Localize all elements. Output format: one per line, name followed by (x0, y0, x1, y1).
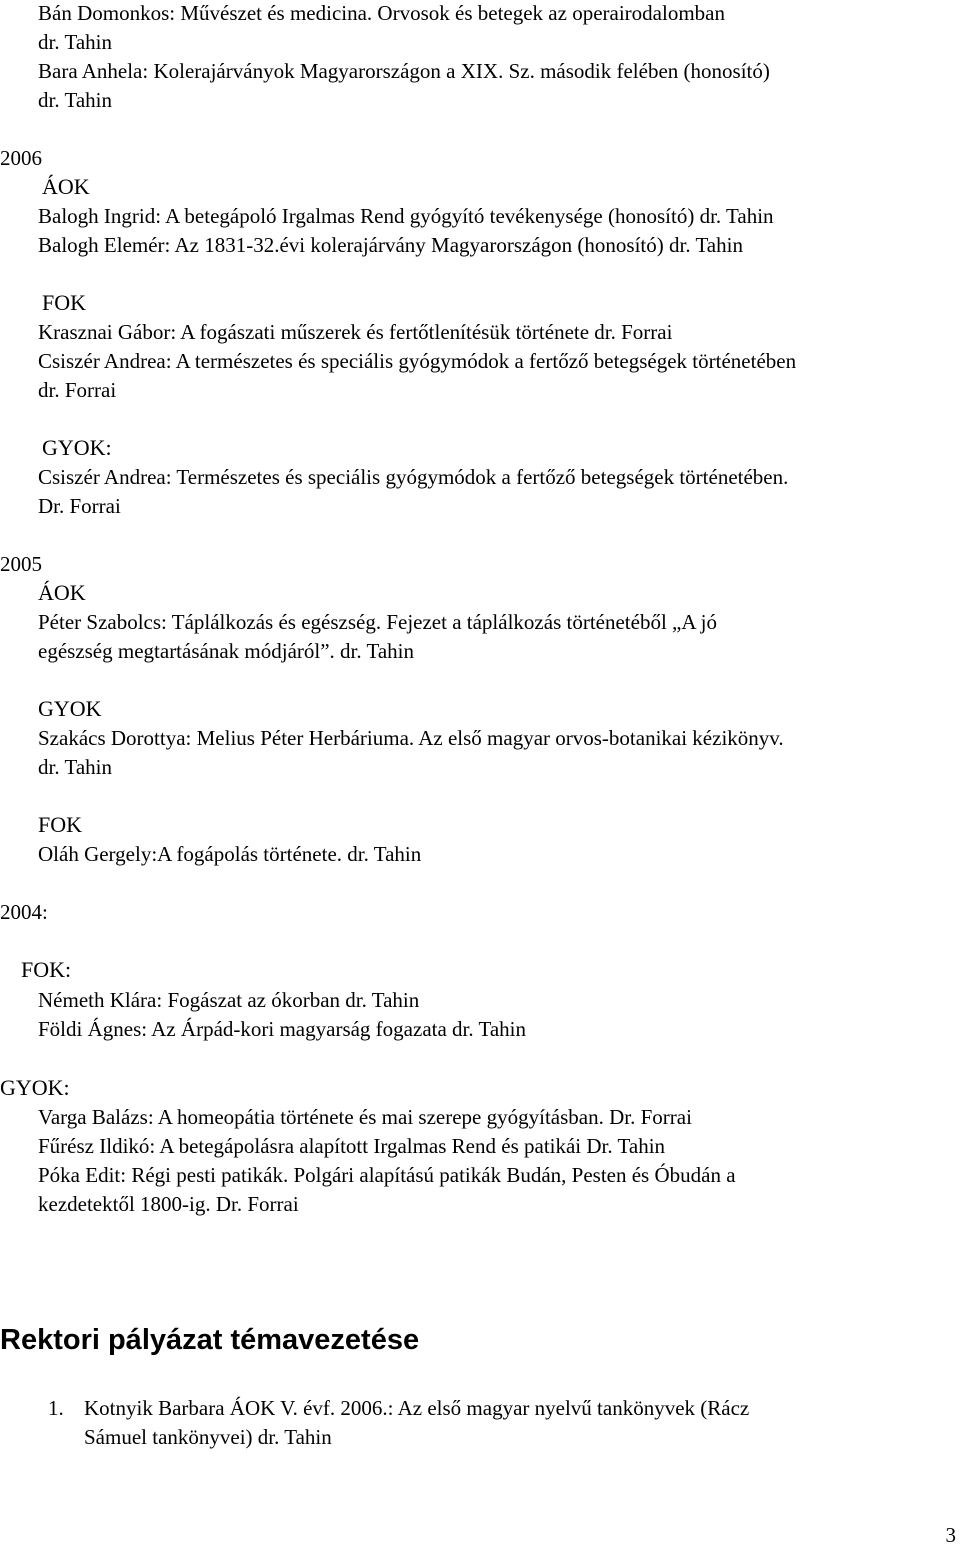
year-heading: 2005 (0, 552, 42, 576)
faculty-heading: FOK: (21, 957, 72, 982)
page-number: 3 (945, 1523, 956, 1547)
text-line: dr. Tahin (38, 88, 112, 112)
list-item-text: Kotnyik Barbara ÁOK V. évf. 2006.: Az első magyar nyelvű tankönyvek (Rácz (84, 1396, 750, 1420)
faculty-heading: FOK (42, 290, 87, 315)
year-heading: 2006 (0, 146, 42, 170)
text-line: Németh Klára: Fogászat az ókorban dr. Tahin (38, 988, 420, 1012)
text-line: Krasznai Gábor: A fogászati műszerek és fertőtlenítésük története dr. Forrai (38, 320, 673, 344)
faculty-heading: GYOK (38, 696, 102, 721)
text-line: Földi Ágnes: Az Árpád-kori magyarság fogazata dr. Tahin (38, 1017, 527, 1041)
text-line: dr. Tahin (38, 30, 112, 54)
year-heading: 2004: (0, 900, 48, 924)
list-item-number: 1. (48, 1396, 64, 1420)
text-line: Oláh Gergely:A fogápolás története. dr. Tahin (38, 842, 422, 866)
text-line: Szakács Dorottya: Melius Péter Herbáriuma. Az első magyar orvos-botanikai kézikönyv. (38, 726, 784, 750)
list-item-text: Sámuel tankönyvei) dr. Tahin (84, 1425, 332, 1449)
text-line: kezdetektől 1800-ig. Dr. Forrai (38, 1192, 299, 1216)
faculty-heading: ÁOK (38, 580, 86, 605)
section-heading: Rektori pályázat témavezetése (0, 1324, 420, 1356)
text-line: Fűrész Ildikó: A betegápolásra alapított Irgalmas Rend és patikái Dr. Tahin (38, 1134, 666, 1158)
text-line: dr. Tahin (38, 755, 112, 779)
faculty-heading: GYOK: (0, 1075, 70, 1100)
faculty-heading: FOK (38, 812, 83, 837)
text-line: Balogh Elemér: Az 1831-32.évi kolerajárvány Magyarországon (honosító) dr. Tahin (38, 233, 743, 257)
text-line: Dr. Forrai (38, 494, 121, 518)
text-line: Bara Anhela: Kolerajárványok Magyarországon a XIX. Sz. második felében (honosító) (38, 59, 770, 83)
text-line: Póka Edit: Régi pesti patikák. Polgári alapítású patikák Budán, Pesten és Óbudán a (38, 1163, 736, 1187)
text-line: Csiszér Andrea: A természetes és speciális gyógymódok a fertőző betegségek történetében (38, 349, 797, 373)
text-line: egészség megtartásának módjáról”. dr. Tahin (38, 639, 415, 663)
text-line: dr. Forrai (38, 378, 117, 402)
text-line: Varga Balázs: A homeopátia története és mai szerepe gyógyításban. Dr. Forrai (38, 1105, 692, 1129)
faculty-heading: GYOK: (42, 435, 112, 460)
text-line: Bán Domonkos: Művészet és medicina. Orvosok és betegek az operairodalomban (38, 1, 725, 25)
text-line: Péter Szabolcs: Táplálkozás és egészség. Fejezet a táplálkozás történetéből „A jó (38, 610, 717, 634)
text-line: Csiszér Andrea: Természetes és speciális gyógymódok a fertőző betegségek történetében. (38, 465, 789, 489)
faculty-heading: ÁOK (42, 174, 90, 199)
text-line: Balogh Ingrid: A betegápoló Irgalmas Rend gyógyító tevékenysége (honosító) dr. Tahin (38, 204, 774, 228)
